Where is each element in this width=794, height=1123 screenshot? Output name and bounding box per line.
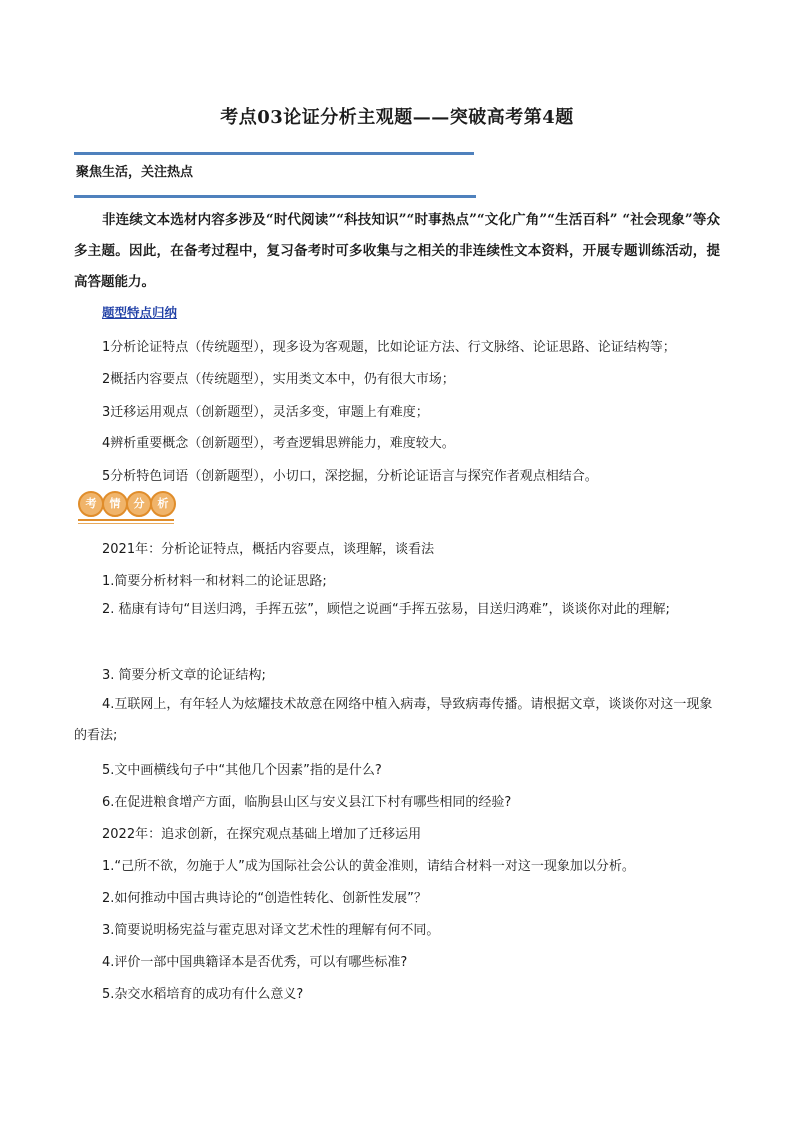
bottom-rule [74,195,476,198]
question-2021-5: 5.文中画横线句子中“其他几个因素”指的是什么? [102,763,382,778]
badge-underline-thin [78,523,174,524]
exam-analysis-badge [78,491,174,525]
year-2021-heading: 2021年：分析论证特点，概括内容要点，谈理解，谈看法 [102,542,435,557]
question-2021-4: 4.互联网上，有年轻人为炫耀技术故意在网络中植入病毒，导致病毒传播。请根据文章，谈谈你对这一现象的看法; [74,697,713,743]
page-title: 考点03论证分析主观题——突破高考第4题 [220,107,574,128]
badge-char-4: 析 [150,491,176,517]
feature-1: 1分析论证特点（传统题型），现多设为客观题，比如论证方法、行文脉络、论证思路、论证结构等； [102,340,676,355]
badge-char-1: 考 [78,491,104,517]
question-2022-3: 3.简要说明杨宪益与霍克思对译文艺术性的理解有何不同。 [102,923,440,938]
question-2021-3: 3. 简要分析文章的论证结构; [102,668,266,683]
feature-4: 4辨析重要概念（创新题型），考查逻辑思辨能力，难度较大。 [102,436,455,451]
section-title-link[interactable]: 题型特点归纳 [102,305,178,320]
badge-underline [78,519,174,521]
question-2021-1: 1.简要分析材料一和材料二的论证思路; [102,574,327,589]
feature-5: 5分析特色词语（创新题型），小切口，深挖掘，分析论证语言与探究作者观点相结合。 [102,469,598,484]
year-2022-heading: 2022年：追求创新，在探究观点基础上增加了迁移运用 [102,827,422,842]
question-2022-1: 1.“己所不欲，勿施于人”成为国际社会公认的黄金准则，请结合材料一对这一现象加以分析。 [102,859,635,874]
badge-char-2: 情 [102,491,128,517]
focus-label: 聚焦生活，关注热点 [76,165,194,180]
top-rule [74,152,474,155]
question-2021-6: 6.在促进粮食增产方面，临朐县山区与安义县江下村有哪些相同的经验? [102,795,512,810]
question-2022-4: 4.评价一部中国典籍译本是否优秀，可以有哪些标准? [102,955,408,970]
question-2022-5: 5.杂交水稻培育的成功有什么意义? [102,987,304,1002]
question-2022-2: 2.如何推动中国古典诗论的“创造性转化、创新性发展”？ [102,891,427,906]
feature-3: 3迁移运用观点（创新题型），灵活多变，审题上有难度； [102,405,429,420]
feature-2: 2概括内容要点（传统题型），实用类文本中，仍有很大市场； [102,372,455,387]
badge-char-3: 分 [126,491,152,517]
question-2021-2: 2. 嵇康有诗句“目送归鸿，手挥五弦”，顾恺之说画“手挥五弦易，目送归鸿难”，谈谈你对此的理解; [102,602,670,617]
intro-paragraph: 非连续文本选材内容多涉及“时代阅读”“科技知识”“时事热点”“文化广角”“生活百科” “社会现象”等众多主题。因此，在备考过程中，复习备考时可多收集与之相关的非连续性文本资料，开展专题训练活动，提高答题能力。 [74,212,720,290]
